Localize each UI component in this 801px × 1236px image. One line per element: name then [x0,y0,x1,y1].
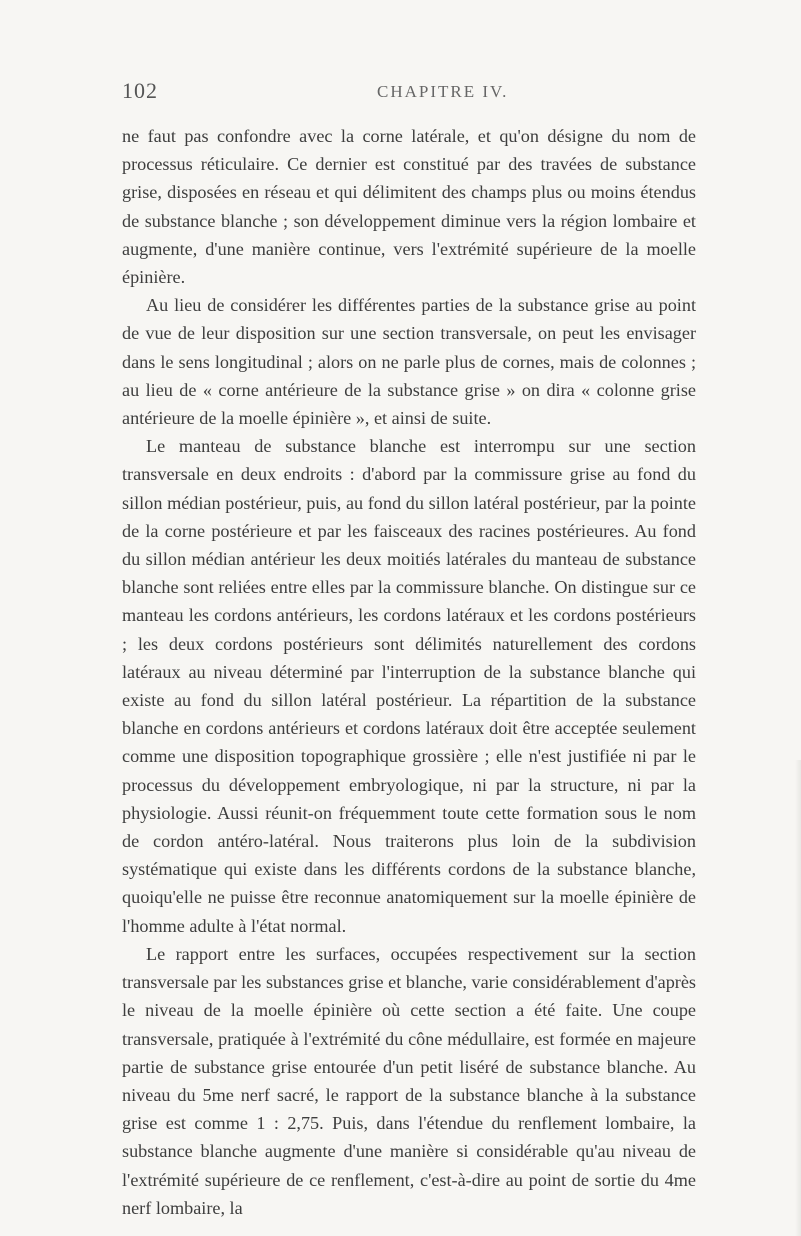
paragraph-surface-ratio: Le rapport entre les surfaces, occupées respectivement sur la section transversale par les substances grise et blanche, varie considérablement d'après le niveau de la moelle épinière où cette section a été faite. Une coupe transversale, pratiquée à l'extrémité du cône médullaire, est formée en majeure partie de substance grise entourée d'un petit liséré de substance blanche. Au niveau du 5me nerf sacré, le rapport de la substance blanche à la substance grise est comme 1 : 2,75. Puis, dans l'étendue du renflement lombaire, la substance blanche augmente d'une manière si considérable qu'au niveau de l'extrémité supérieure de ce renflement, c'est-à-dire au point de sortie du 4me nerf lombaire, la [122,943,696,1218]
page-header [122,78,682,108]
running-title: CHAPITRE IV. [377,82,509,101]
page-number: 102 [122,78,158,103]
page-edge-shadow [795,760,801,1236]
paragraph-white-matter: Le manteau de substance blanche est interrompu sur une section transversale en deux endroits : d'abord par la commissure grise au fond du sillon médian postérieur, puis, au fond du sillon latéral postérieur, par la pointe de la corne postérieure et par les faisceaux des racines postérieures. Au fond du sillon médian antérieur les deux moitiés latérales du manteau de substance blanche sont reliées entre elles par la commissure blanche. On distingue sur ce manteau les cordons antérieurs, les cordons latéraux et les cordons postérieurs ; les deux cordons postérieurs sont délimités naturellement des cordons latéraux au niveau déterminé par l'interruption de la substance blanche qui existe au fond du sillon latéral postérieur. La répartition de la substance blanche en cordons antérieurs et cordons latéraux doit être acceptée seulement comme une disposition topographique grossière ; elle n'est justifiée ni par le processus du développement embryologique, ni par la structure, ni par la physiologie. Aussi réunit-on fréquemment toute cette formation sous le nom de cordon antéro-latéral. Nous traiterons plus loin de la subdivision systématique qui existe dans les différents cordons de la substance blanche, quoiqu'elle ne puisse être reconnue anatomiquement sur la moelle épinière de l'homme adulte à l'état normal. [122,436,696,936]
paragraph-columns: Au lieu de considérer les différentes parties de la substance grise au point de vue de leur disposition sur une section transversale, on peut les envisager dans le sens longitudinal ; alors on ne parle plus de cornes, mais de colonnes ; au lieu de « corne antérieure de la substance grise » on dira « colonne grise antérieure de la moelle épinière », et ainsi de suite. [122,295,696,429]
body-text [122,122,696,1222]
paragraph-continuation: ne faut pas confondre avec la corne latérale, et qu'on désigne du nom de processus réticulaire. Ce dernier est constitué par des travées de substance grise, disposées en réseau et qui délimitent des champs plus ou moins étendus de substance blanche ; son développement diminue vers la région lombaire et augmente, d'une manière continue, vers l'extrémité supérieure de la moelle épinière. [122,126,696,288]
